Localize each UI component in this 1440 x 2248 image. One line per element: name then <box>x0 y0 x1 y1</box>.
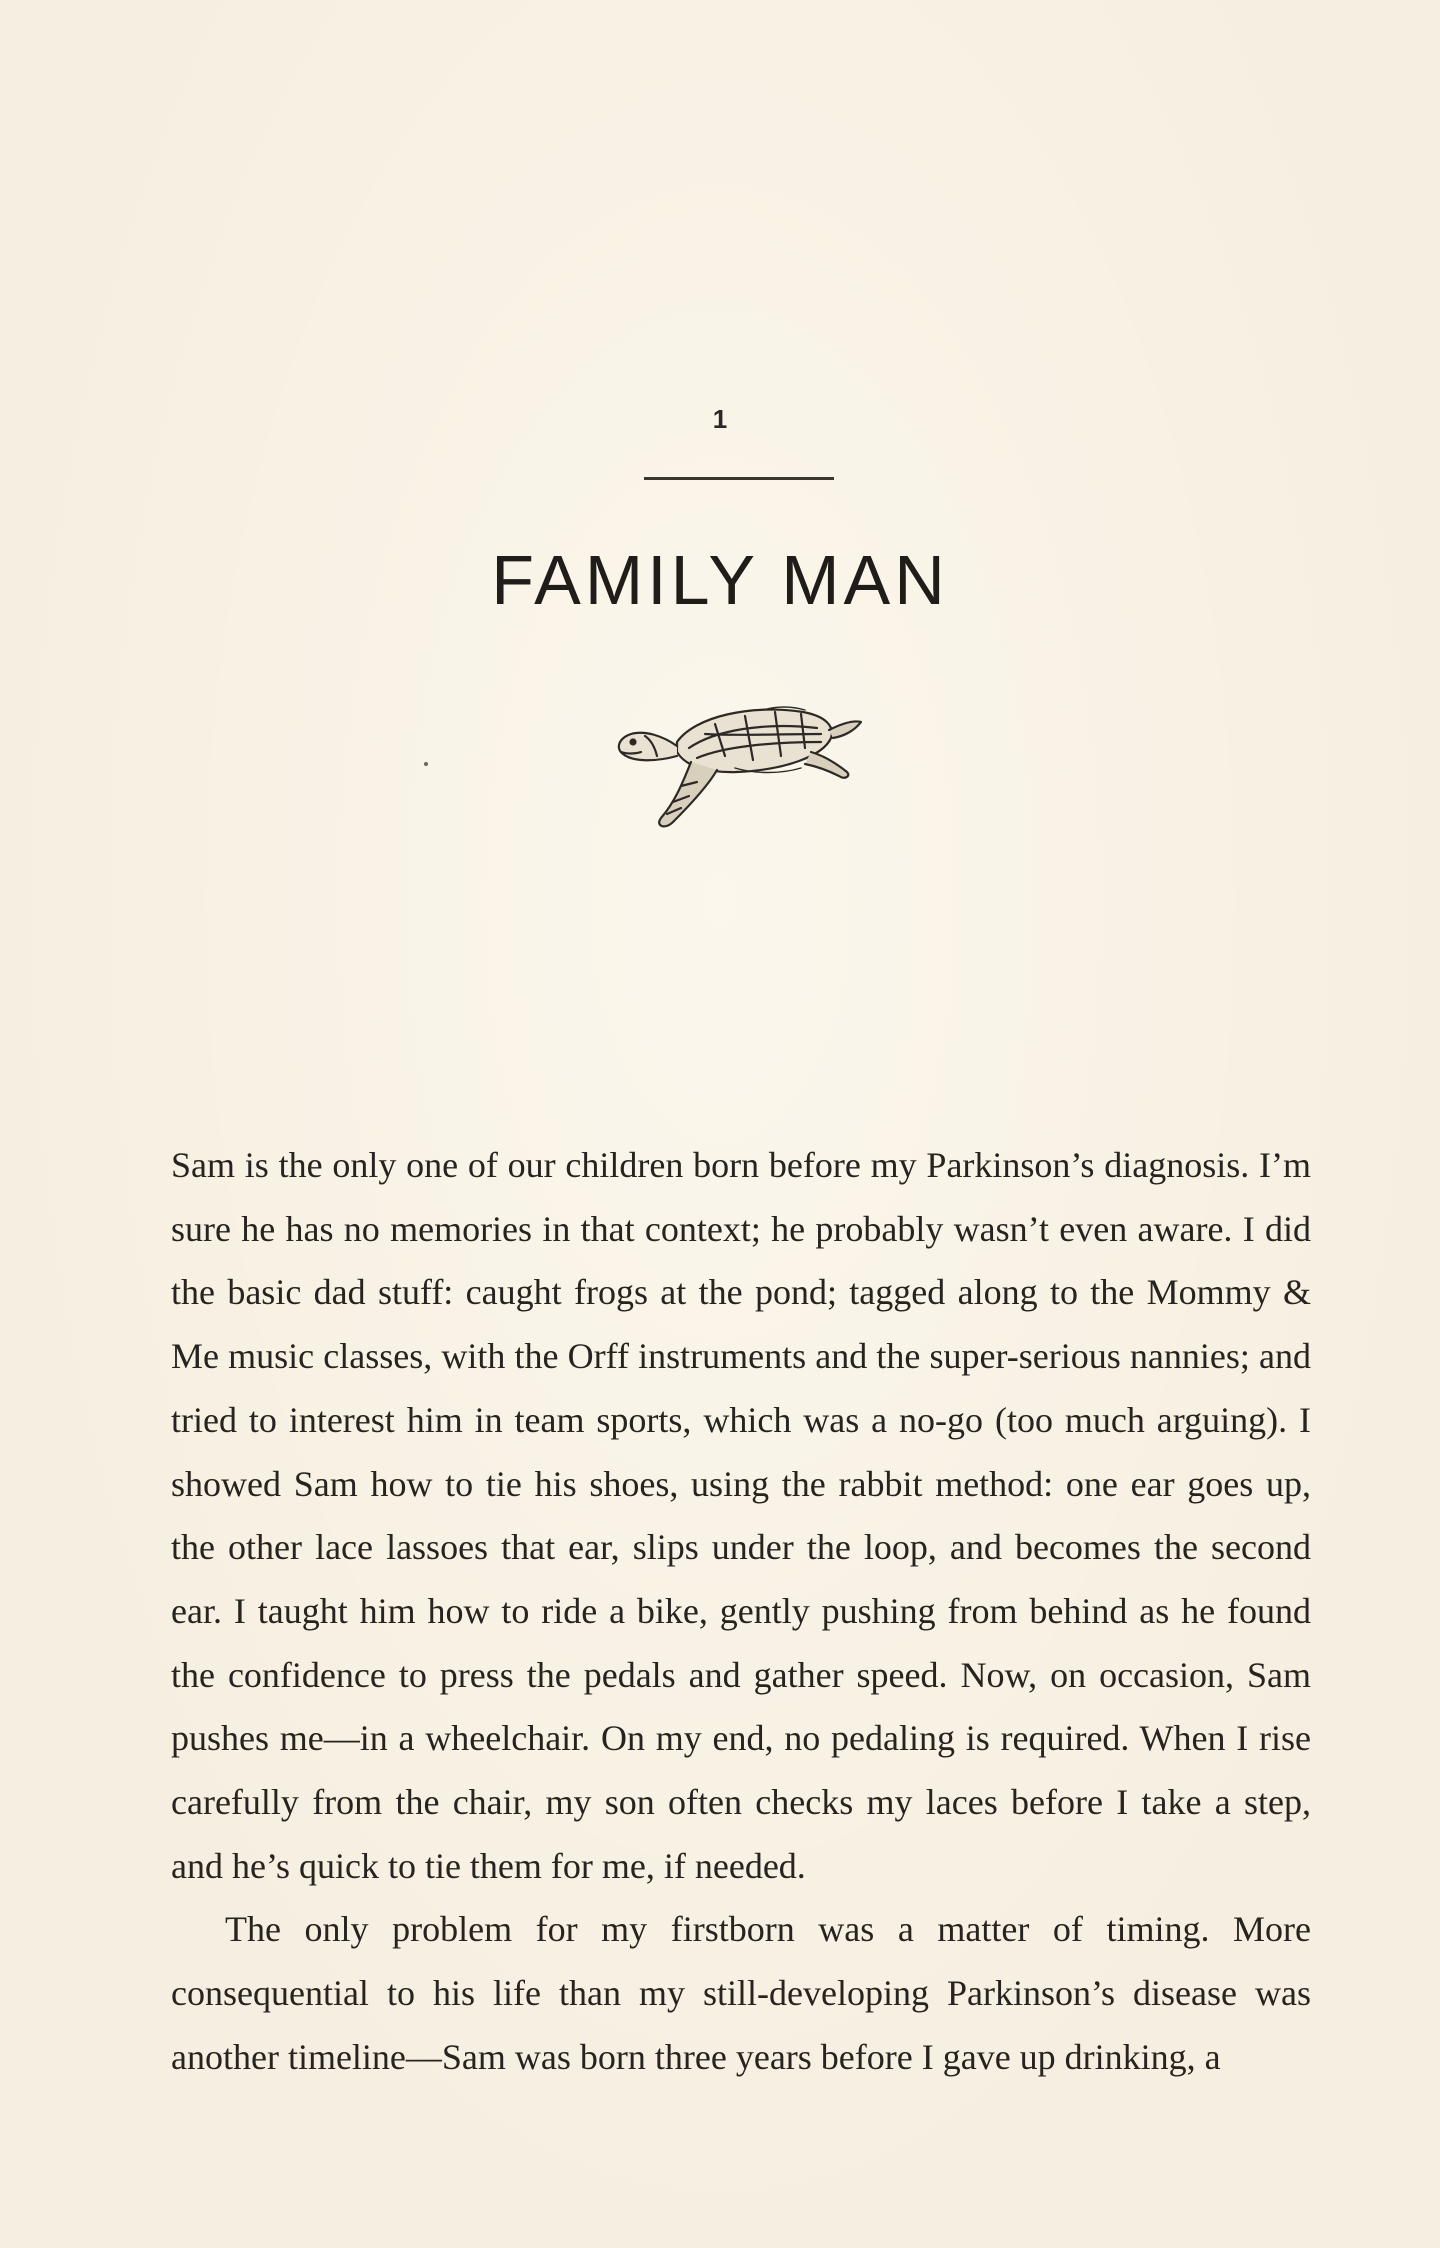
chapter-number: 1 <box>712 404 728 434</box>
chapter-divider <box>644 477 834 480</box>
body-text <box>171 1134 1311 2090</box>
paragraph-2: The only problem for my firstborn was a matter of timing. More consequential to his life than my still-developing Parkinson’s disease was another timeline—Sam was born three years before I gave up drinking, a <box>171 1909 1311 2077</box>
paper-speck <box>424 762 428 766</box>
sea-turtle-icon <box>585 690 865 835</box>
paragraph-1: Sam is the only one of our children born before my Parkinson’s diagnosis. I’m sure he has no memories in that context; he probably wasn’t even aware. I did the basic dad stuff: caught frogs at the pond; tagged along to the Mommy & Me music classes, with the Orff instruments and the super-serious nannies; and tried to interest him in team sports, which was a no-go (too much arguing). I showed Sam how to tie his shoes, using the rabbit method: one ear goes up, the other lace lassoes that ear, slips under the loop, and becomes the second ear. I taught him how to ride a bike, gently pushing from behind as he found the confidence to press the pedals and gather speed. Now, on occasion, Sam pushes me—in a wheelchair. On my end, no pedaling is required. When I rise carefully from the chair, my son often checks my laces before I take a step, and he’s quick to tie them for me, if needed. <box>171 1145 1311 1886</box>
chapter-title: FAMILY MAN <box>491 541 949 619</box>
